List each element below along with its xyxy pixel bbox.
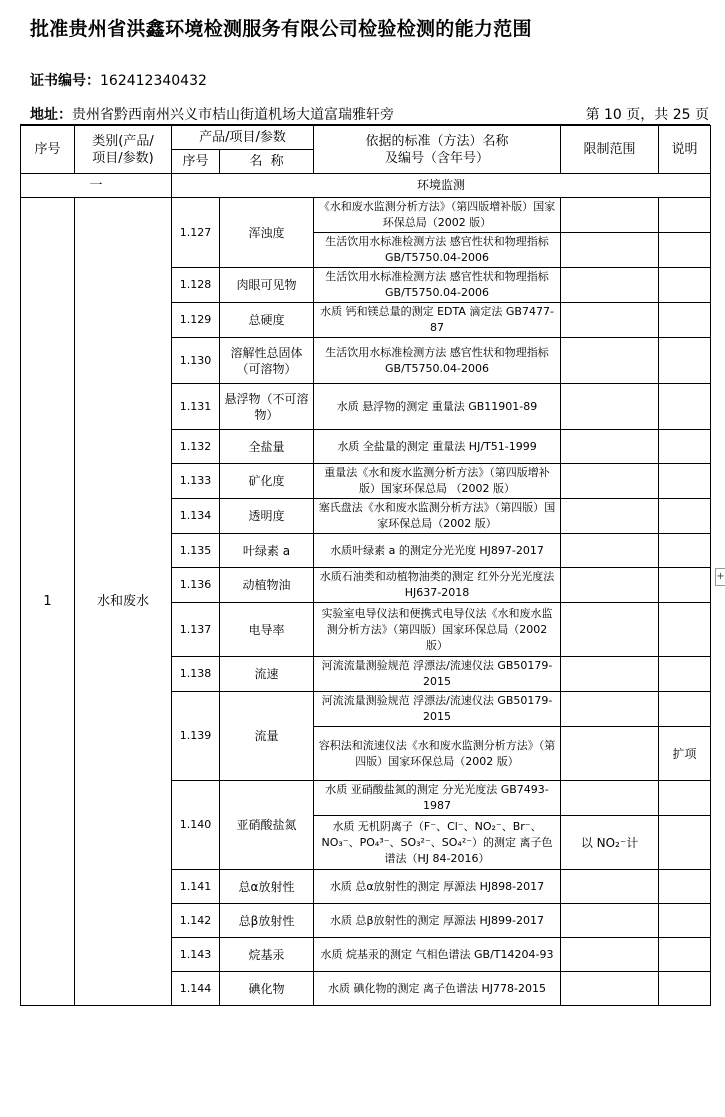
standard-cell: 水质 总α放射性的测定 厚源法 HJ898-2017 bbox=[314, 870, 561, 904]
section-number: 一 bbox=[21, 174, 172, 198]
header-product-seq: 序号 bbox=[172, 150, 220, 174]
standard-cell: 塞氏盘法《水和废水监测分析方法》（第四版）国家环保总局（2002 版） bbox=[314, 499, 561, 534]
header-standard bbox=[314, 126, 561, 174]
standard-cell: 水质 钙和镁总量的测定 EDTA 滴定法 GB7477-87 bbox=[314, 303, 561, 338]
header-category-line1: 类别(产品/ bbox=[92, 133, 154, 149]
note-cell bbox=[659, 781, 711, 816]
standard-cell: 重量法《水和废水监测分析方法》（第四版增补版）国家环保总局 （2002 版） bbox=[314, 464, 561, 499]
item-seq: 1.140 bbox=[172, 781, 220, 870]
limit-cell bbox=[561, 727, 659, 781]
note-cell bbox=[659, 384, 711, 430]
capability-table bbox=[20, 125, 711, 1006]
note-cell bbox=[659, 603, 711, 657]
group-category: 水和废水 bbox=[75, 198, 172, 1006]
standard-cell: 水质 亚硝酸盐氮的测定 分光光度法 GB7493-1987 bbox=[314, 781, 561, 816]
standard-cell: 水质 总β放射性的测定 厚源法 HJ899-2017 bbox=[314, 904, 561, 938]
limit-cell bbox=[561, 657, 659, 692]
note-cell bbox=[659, 430, 711, 464]
item-name: 悬浮物（不可溶物） bbox=[220, 384, 314, 430]
group-seq: 1 bbox=[21, 198, 75, 1006]
note-cell bbox=[659, 303, 711, 338]
item-name: 动植物油 bbox=[220, 568, 314, 603]
limit-cell bbox=[561, 430, 659, 464]
note-cell bbox=[659, 268, 711, 303]
header-product-name: 名 称 bbox=[220, 150, 314, 174]
note-cell bbox=[659, 692, 711, 727]
item-seq: 1.135 bbox=[172, 534, 220, 568]
certificate-line bbox=[30, 70, 207, 90]
item-name: 浑浊度 bbox=[220, 198, 314, 268]
item-seq: 1.141 bbox=[172, 870, 220, 904]
address-line bbox=[30, 104, 394, 124]
header-standard-line2: 及编号（含年号） bbox=[385, 150, 490, 166]
item-seq: 1.138 bbox=[172, 657, 220, 692]
header-note: 说明 bbox=[659, 126, 711, 174]
item-name: 透明度 bbox=[220, 499, 314, 534]
item-name: 叶绿素 a bbox=[220, 534, 314, 568]
cert-number: 162412340432 bbox=[100, 73, 207, 89]
header-standard-line1: 依据的标准（方法）名称 bbox=[365, 133, 509, 149]
item-seq: 1.142 bbox=[172, 904, 220, 938]
item-name: 全盐量 bbox=[220, 430, 314, 464]
standard-cell: 河流流量测验规范 浮漂法/流速仪法 GB50179-2015 bbox=[314, 657, 561, 692]
section-title: 环境监测 bbox=[172, 174, 711, 198]
standard-cell: 水质 烷基汞的测定 气相色谱法 GB/T14204-93 bbox=[314, 938, 561, 972]
note-cell bbox=[659, 499, 711, 534]
page-title: 批准贵州省洪鑫环境检测服务有限公司检验检测的能力范围 bbox=[30, 18, 532, 40]
item-seq: 1.144 bbox=[172, 972, 220, 1006]
item-name: 流速 bbox=[220, 657, 314, 692]
item-name: 碘化物 bbox=[220, 972, 314, 1006]
limit-cell bbox=[561, 233, 659, 268]
limit-cell bbox=[561, 534, 659, 568]
limit-cell bbox=[561, 464, 659, 499]
item-name: 流量 bbox=[220, 692, 314, 781]
address-label: 地址： bbox=[30, 107, 72, 123]
item-name: 总硬度 bbox=[220, 303, 314, 338]
item-seq: 1.130 bbox=[172, 338, 220, 384]
page-info: 第 10 页，共 25 页 bbox=[585, 107, 709, 123]
item-seq: 1.139 bbox=[172, 692, 220, 781]
item-name: 总α放射性 bbox=[220, 870, 314, 904]
address-text: 贵州省黔西南州兴义市桔山街道机场大道富瑞雅轩旁 bbox=[72, 107, 394, 123]
header-seq: 序号 bbox=[21, 126, 75, 174]
item-name: 总β放射性 bbox=[220, 904, 314, 938]
cert-label: 证书编号： bbox=[30, 73, 100, 89]
item-seq: 1.136 bbox=[172, 568, 220, 603]
limit-cell bbox=[561, 692, 659, 727]
standard-cell: 水质 无机阴离子（F⁻、Cl⁻、NO₂⁻、Br⁻、NO₃⁻、PO₄³⁻、SO₃²⁻、SO₄²⁻）的测定 离子色谱法（HJ 84-2016） bbox=[314, 816, 561, 870]
item-seq: 1.133 bbox=[172, 464, 220, 499]
limit-cell bbox=[561, 384, 659, 430]
header-product-group: 产品/项目/参数 bbox=[172, 126, 314, 150]
item-seq: 1.128 bbox=[172, 268, 220, 303]
note-cell bbox=[659, 338, 711, 384]
note-cell bbox=[659, 904, 711, 938]
note-cell: 扩项 bbox=[659, 727, 711, 781]
limit-cell bbox=[561, 938, 659, 972]
limit-cell: 以 NO₂⁻计 bbox=[561, 816, 659, 870]
limit-cell bbox=[561, 781, 659, 816]
note-cell bbox=[659, 870, 711, 904]
item-name: 烷基汞 bbox=[220, 938, 314, 972]
item-name: 矿化度 bbox=[220, 464, 314, 499]
limit-cell bbox=[561, 568, 659, 603]
item-seq: 1.127 bbox=[172, 198, 220, 268]
item-name: 电导率 bbox=[220, 603, 314, 657]
table-row bbox=[21, 198, 711, 233]
note-cell bbox=[659, 972, 711, 1006]
limit-cell bbox=[561, 198, 659, 233]
note-cell bbox=[659, 233, 711, 268]
standard-cell: 水质 碘化物的测定 离子色谱法 HJ778-2015 bbox=[314, 972, 561, 1006]
note-cell bbox=[659, 568, 711, 603]
header-limit: 限制范围 bbox=[561, 126, 659, 174]
note-cell bbox=[659, 198, 711, 233]
limit-cell bbox=[561, 972, 659, 1006]
standard-cell: 水质 全盐量的测定 重量法 HJ/T51-1999 bbox=[314, 430, 561, 464]
standard-cell: 生活饮用水标准检测方法 感官性状和物理指标 GB/T5750.04-2006 bbox=[314, 338, 561, 384]
standard-cell: 《水和废水监测分析方法》（第四版增补版）国家环保总局（2002 版） bbox=[314, 198, 561, 233]
note-cell bbox=[659, 816, 711, 870]
standard-cell: 水质叶绿素 a 的测定分光光度 HJ897-2017 bbox=[314, 534, 561, 568]
limit-cell bbox=[561, 870, 659, 904]
limit-cell bbox=[561, 268, 659, 303]
header-category bbox=[75, 126, 172, 174]
expand-icon[interactable]: + bbox=[715, 568, 725, 586]
limit-cell bbox=[561, 603, 659, 657]
note-cell bbox=[659, 938, 711, 972]
limit-cell bbox=[561, 499, 659, 534]
item-name: 亚硝酸盐氮 bbox=[220, 781, 314, 870]
item-seq: 1.129 bbox=[172, 303, 220, 338]
limit-cell bbox=[561, 904, 659, 938]
standard-cell: 实验室电导仪法和便携式电导仪法《水和废水监测分析方法》（第四版）国家环保总局（2002 版） bbox=[314, 603, 561, 657]
header-category-line2: 项目/参数) bbox=[92, 150, 154, 166]
note-cell bbox=[659, 657, 711, 692]
item-name: 肉眼可见物 bbox=[220, 268, 314, 303]
standard-cell: 河流流量测验规范 浮漂法/流速仪法 GB50179-2015 bbox=[314, 692, 561, 727]
standard-cell: 水质 悬浮物的测定 重量法 GB11901-89 bbox=[314, 384, 561, 430]
standard-cell: 容积法和流速仪法《水和废水监测分析方法》（第四版）国家环保总局（2002 版） bbox=[314, 727, 561, 781]
item-seq: 1.143 bbox=[172, 938, 220, 972]
item-name: 溶解性总固体（可溶物） bbox=[220, 338, 314, 384]
limit-cell bbox=[561, 303, 659, 338]
limit-cell bbox=[561, 338, 659, 384]
note-cell bbox=[659, 534, 711, 568]
standard-cell: 生活饮用水标准检测方法 感官性状和物理指标 GB/T5750.04-2006 bbox=[314, 268, 561, 303]
item-seq: 1.132 bbox=[172, 430, 220, 464]
item-seq: 1.137 bbox=[172, 603, 220, 657]
item-seq: 1.131 bbox=[172, 384, 220, 430]
standard-cell: 水质石油类和动植物油类的测定 红外分光光度法 HJ637-2018 bbox=[314, 568, 561, 603]
note-cell bbox=[659, 464, 711, 499]
item-seq: 1.134 bbox=[172, 499, 220, 534]
standard-cell: 生活饮用水标准检测方法 感官性状和物理指标 GB/T5750.04-2006 bbox=[314, 233, 561, 268]
